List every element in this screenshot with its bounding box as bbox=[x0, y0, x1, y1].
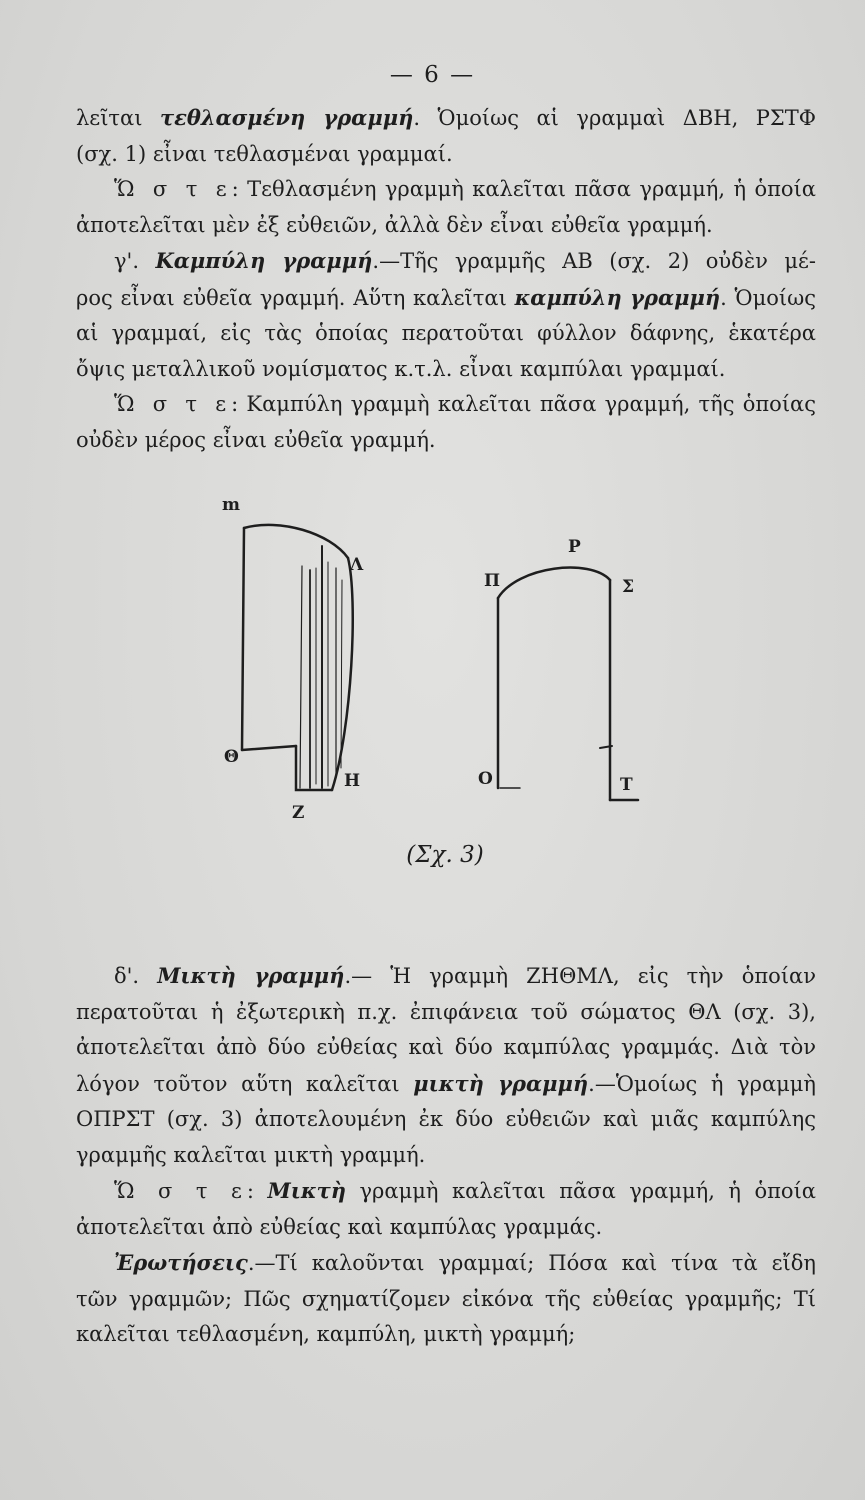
text-run: περατοῦται ἡ ἐξωτερικὴ π.χ. ἐπιφάνεια τοῦ σώματος ΘΛ (σχ. 3), bbox=[76, 999, 816, 1024]
text-run: .— Ἡ γραμμὴ ΖΗΘΜΛ, εἰς τὴν ὁποίαν bbox=[344, 964, 816, 988]
emphasized-term: καμπύλη γραμμή bbox=[514, 284, 721, 310]
label-pi: Π bbox=[484, 571, 501, 591]
text-run: ΟΠΡΣΤ (σχ. 3) ἀποτελουμένη ἐκ δύο εὐθειῶν καὶ μιᾶς καμπύλης bbox=[76, 1107, 816, 1131]
text-run: γραμμῆς καλεῖται μικτὴ γραμμή. bbox=[76, 1142, 426, 1167]
text-run: ἀποτελεῖται ἀπὸ δύο εὐθείας καὶ δύο καμπύλας γραμμάς. Διὰ τὸν bbox=[76, 1035, 816, 1059]
emphasized-term: Μικτὴ bbox=[267, 1178, 346, 1203]
figure-caption: (Σχ. 3) bbox=[406, 842, 484, 868]
text-run: ρος εἶναι εὐθεῖα γραμμή. Αὕτη καλεῖται bbox=[76, 285, 515, 310]
text-line bbox=[76, 1173, 816, 1210]
text-run: : Καμπύλη γραμμὴ καλεῖται πᾶσα γραμμή, τῆς ὁποίας bbox=[231, 392, 816, 416]
label-m: m bbox=[222, 495, 240, 515]
text-run: ὄψις μεταλλικοῦ νομίσματος κ.τ.λ. εἶναι καμπύλαι γραμμαί. bbox=[76, 356, 726, 381]
text-run: .—Τῆς γραμμῆς ΑΒ (σχ. 2) οὐδὲν μέ- bbox=[372, 249, 816, 273]
label-rho: Ρ bbox=[568, 537, 581, 557]
emphasized-term: τεθλασμένη γραμμή bbox=[159, 105, 414, 130]
text-line bbox=[76, 172, 816, 208]
text-line bbox=[76, 1245, 816, 1282]
text-run: .—Τί καλοῦνται γραμμαί; Πόσα καὶ τίνα τὰ εἴδη bbox=[247, 1251, 816, 1275]
text-line bbox=[76, 1102, 816, 1138]
solid-theta-lambda bbox=[242, 525, 353, 790]
text-line bbox=[76, 352, 816, 388]
text-run: λεῖται bbox=[76, 106, 160, 130]
figure-3-mixed-lines bbox=[200, 488, 660, 848]
text-line bbox=[76, 387, 816, 423]
text-run: Ὥ σ τ ε bbox=[114, 177, 232, 201]
label-sigma: Σ bbox=[622, 577, 635, 597]
text-run: Ὥ σ τ ε bbox=[114, 392, 232, 416]
text-run: γραμμὴ καλεῖται πᾶσα γραμμή, ἡ ὁποία bbox=[346, 1179, 816, 1203]
label-omicron: Ο bbox=[478, 769, 493, 789]
text-line bbox=[76, 1066, 816, 1103]
emphasized-term: μικτὴ γραμμή bbox=[413, 1070, 589, 1096]
text-line bbox=[76, 1282, 816, 1318]
text-run: λόγον τοῦτον αὕτη καλεῖται bbox=[76, 1071, 414, 1096]
page-number: — 6 — bbox=[389, 62, 476, 88]
emphasized-term: Καμπύλη γραμμή bbox=[155, 248, 373, 273]
paragraph-mixed-line bbox=[76, 958, 816, 1353]
text-line bbox=[76, 1210, 816, 1246]
text-run: . Ὁμοίως bbox=[720, 285, 817, 310]
text-line bbox=[76, 1317, 816, 1353]
text-line bbox=[76, 423, 816, 459]
text-run: αἱ γραμμαί, εἰς τὰς ὁποίας περατοῦται φύλλον δάφνης, ἑκατέρα bbox=[76, 321, 816, 345]
text-line bbox=[76, 1138, 816, 1174]
text-run: τῶν γραμμῶν; Πῶς σχηματίζομεν εἰκόνα τῆς εὐθείας γραμμῆς; Τί bbox=[76, 1286, 816, 1311]
text-run: ἀποτελεῖται μὲν ἐξ εὐθειῶν, ἀλλὰ δὲν εἶναι εὐθεῖα γραμμή. bbox=[76, 212, 713, 237]
text-line bbox=[76, 1030, 816, 1066]
label-eta: Η bbox=[344, 771, 361, 791]
text-line bbox=[76, 280, 816, 317]
text-run: Ὥ σ τ ε bbox=[114, 1179, 247, 1203]
text-line bbox=[76, 958, 816, 995]
label-tau: Τ bbox=[620, 775, 633, 795]
figure-3-drawing bbox=[200, 488, 660, 848]
label-lambda: Λ bbox=[350, 555, 364, 575]
text-line bbox=[76, 208, 816, 244]
text-run: καλεῖται τεθλασμένη, καμπύλη, μικτὴ γραμμή; bbox=[76, 1322, 576, 1346]
text-run: : bbox=[246, 1179, 268, 1203]
text-line bbox=[76, 316, 816, 352]
text-run: (σχ. 1) εἶναι τεθλασμέναι γραμμαί. bbox=[76, 141, 453, 166]
text-run: δ'. bbox=[114, 964, 158, 988]
text-run: οὐδὲν μέρος εἶναι εὐθεῖα γραμμή. bbox=[76, 427, 436, 452]
label-theta: Θ bbox=[224, 747, 239, 767]
solid-omicron-tau bbox=[498, 568, 638, 800]
text-line bbox=[76, 995, 816, 1031]
paragraph-curved-line bbox=[76, 100, 816, 458]
emphasized-term: Μικτὴ γραμμή bbox=[157, 963, 345, 988]
text-run: γ'. bbox=[114, 249, 156, 273]
text-line bbox=[76, 100, 816, 137]
text-run: : Τεθλασμένη γραμμὴ καλεῖται πᾶσα γραμμή, ἡ ὁποία bbox=[231, 177, 816, 201]
text-run: . Ὁμοίως αἱ γραμμαὶ ΔΒΗ, ΡΣΤΦ bbox=[413, 106, 816, 130]
emphasized-term: Ἐρωτήσεις bbox=[114, 1250, 248, 1275]
text-line bbox=[76, 137, 816, 173]
text-run: .—Ὁμοίως ἡ γραμμὴ bbox=[588, 1071, 817, 1096]
label-zeta: Ζ bbox=[292, 803, 305, 823]
text-line bbox=[76, 243, 816, 280]
text-run: ἀποτελεῖται ἀπὸ εὐθείας καὶ καμπύλας γραμμάς. bbox=[76, 1214, 603, 1239]
